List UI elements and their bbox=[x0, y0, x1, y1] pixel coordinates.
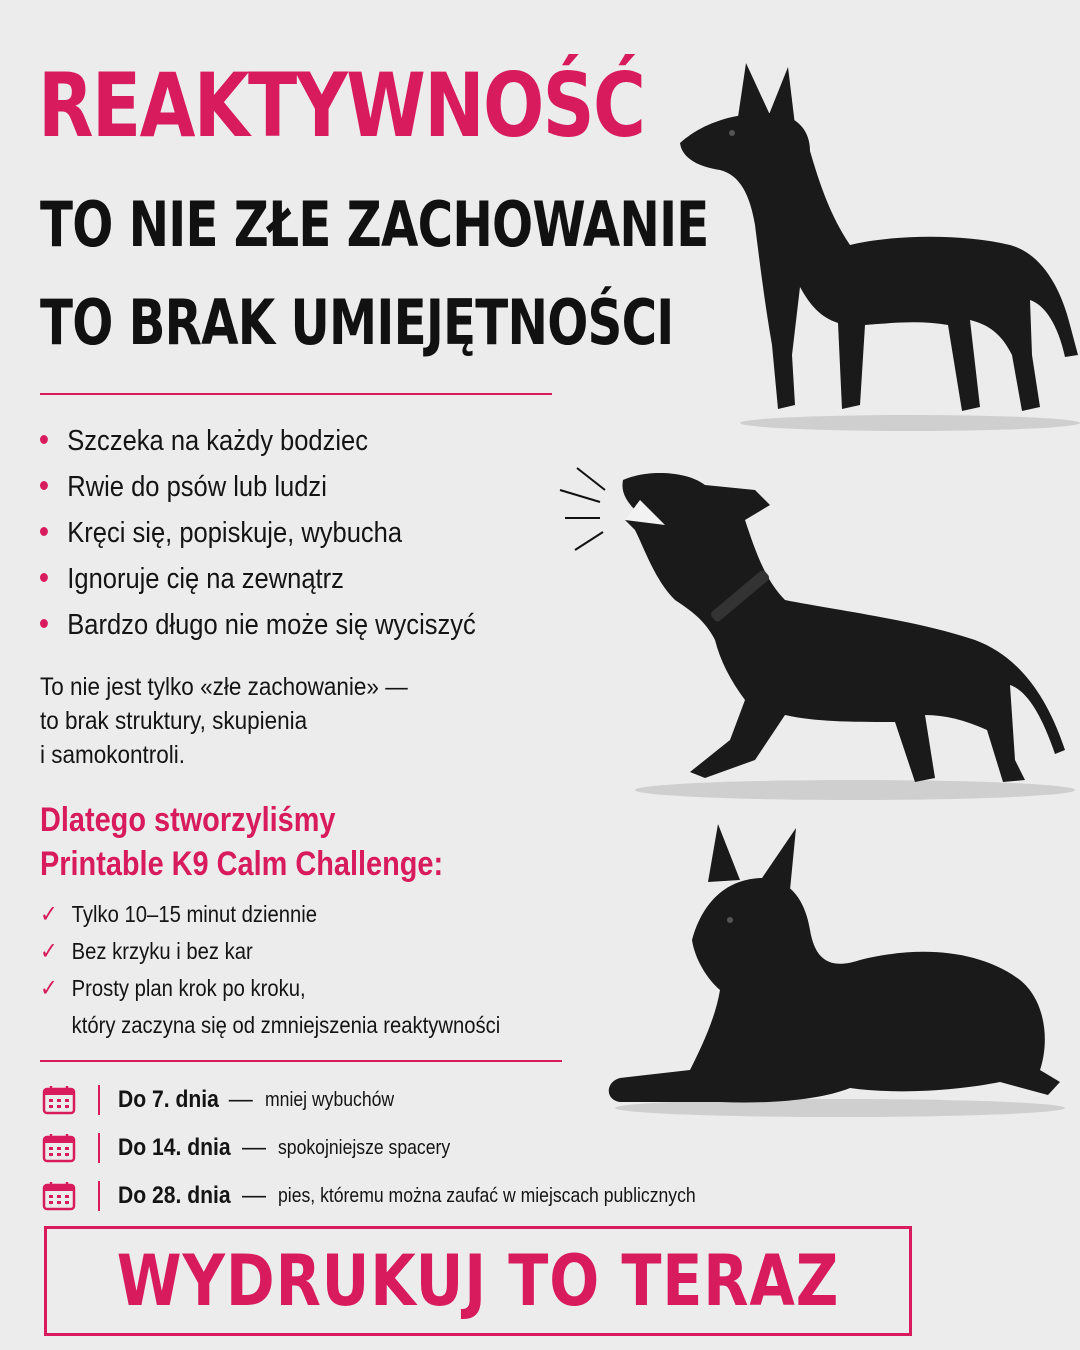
benefit-text: Bez krzyku i bez kar bbox=[71, 938, 253, 964]
header-divider bbox=[40, 393, 552, 395]
check-icon: ✓ bbox=[40, 901, 58, 928]
timeline-result: mniej wybuchów bbox=[264, 1088, 394, 1111]
timeline-separator bbox=[98, 1133, 100, 1163]
bark-lines-icon bbox=[560, 468, 605, 550]
bullet-icon bbox=[40, 619, 48, 628]
explanation-text: To nie jest tylko «złe zachowanie» — to brak struktury, skupienia i samokontroli. bbox=[40, 673, 408, 769]
symptom-text: Kręci się, popiskuje, wybucha bbox=[67, 517, 403, 549]
print-now-label: WYDRUKUJ TO TERAZ bbox=[116, 1240, 840, 1322]
list-item bbox=[40, 464, 476, 510]
calendar-icon bbox=[42, 1085, 76, 1115]
timeline-dash: — bbox=[242, 1134, 267, 1161]
list-item bbox=[40, 418, 476, 464]
benefit-list bbox=[40, 896, 563, 1044]
lying-dog-illustration bbox=[600, 820, 1070, 1120]
list-item bbox=[40, 896, 500, 933]
timeline-result: spokojniejsze spacery bbox=[278, 1136, 451, 1159]
subtitle-line-1: TO NIE ZŁE ZACHOWANIE bbox=[40, 188, 709, 261]
timeline-day: Do 7. dnia bbox=[118, 1086, 219, 1113]
timeline-day: Do 28. dnia bbox=[118, 1182, 231, 1209]
timeline-row bbox=[42, 1124, 753, 1172]
check-icon: ✓ bbox=[40, 975, 58, 1002]
list-item bbox=[40, 556, 476, 602]
list-item bbox=[40, 510, 476, 556]
list-item bbox=[40, 602, 476, 648]
benefit-text: Prosty plan krok po kroku, który zaczyna się od zmniejszenia reaktywności bbox=[71, 975, 501, 1038]
symptom-text: Rwie do psów lub ludzi bbox=[67, 471, 327, 503]
timeline-separator bbox=[98, 1085, 100, 1115]
calendar-icon bbox=[42, 1181, 76, 1211]
check-icon: ✓ bbox=[40, 938, 58, 965]
timeline-separator bbox=[98, 1181, 100, 1211]
bullet-icon bbox=[40, 481, 48, 490]
timeline-row bbox=[42, 1172, 753, 1220]
calendar-icon bbox=[42, 1133, 76, 1163]
timeline-dash: — bbox=[228, 1086, 253, 1113]
timeline-dash: — bbox=[242, 1182, 267, 1209]
challenge-intro-line-1: Dlatego stworzyliśmy bbox=[40, 801, 336, 839]
timeline-divider bbox=[40, 1060, 562, 1062]
symptom-list bbox=[40, 418, 535, 648]
bullet-icon bbox=[40, 573, 48, 582]
challenge-intro-line-2: Printable K9 Calm Challenge: bbox=[40, 845, 444, 883]
symptom-text: Szczeka na każdy bodziec bbox=[67, 425, 369, 457]
list-item bbox=[40, 933, 500, 970]
page-title: REAKTYWNOŚĆ bbox=[38, 54, 645, 157]
barking-dog-illustration bbox=[555, 460, 1080, 810]
standing-dog-illustration bbox=[660, 55, 1080, 435]
challenge-intro bbox=[40, 798, 443, 886]
symptom-text: Ignoruje cię na zewnątrz bbox=[67, 563, 344, 595]
benefit-text: Tylko 10–15 minut dziennie bbox=[71, 901, 317, 927]
print-now-button[interactable] bbox=[44, 1226, 912, 1336]
bullet-icon bbox=[40, 435, 48, 444]
list-item bbox=[40, 970, 500, 1044]
bullet-icon bbox=[40, 527, 48, 536]
timeline-day: Do 14. dnia bbox=[118, 1134, 231, 1161]
subtitle-line-2: TO BRAK UMIEJĘTNOŚCI bbox=[40, 286, 674, 359]
timeline-result: pies, któremu można zaufać w miejscach publicznych bbox=[278, 1184, 696, 1207]
symptom-text: Bardzo długo nie może się wyciszyć bbox=[67, 609, 476, 641]
